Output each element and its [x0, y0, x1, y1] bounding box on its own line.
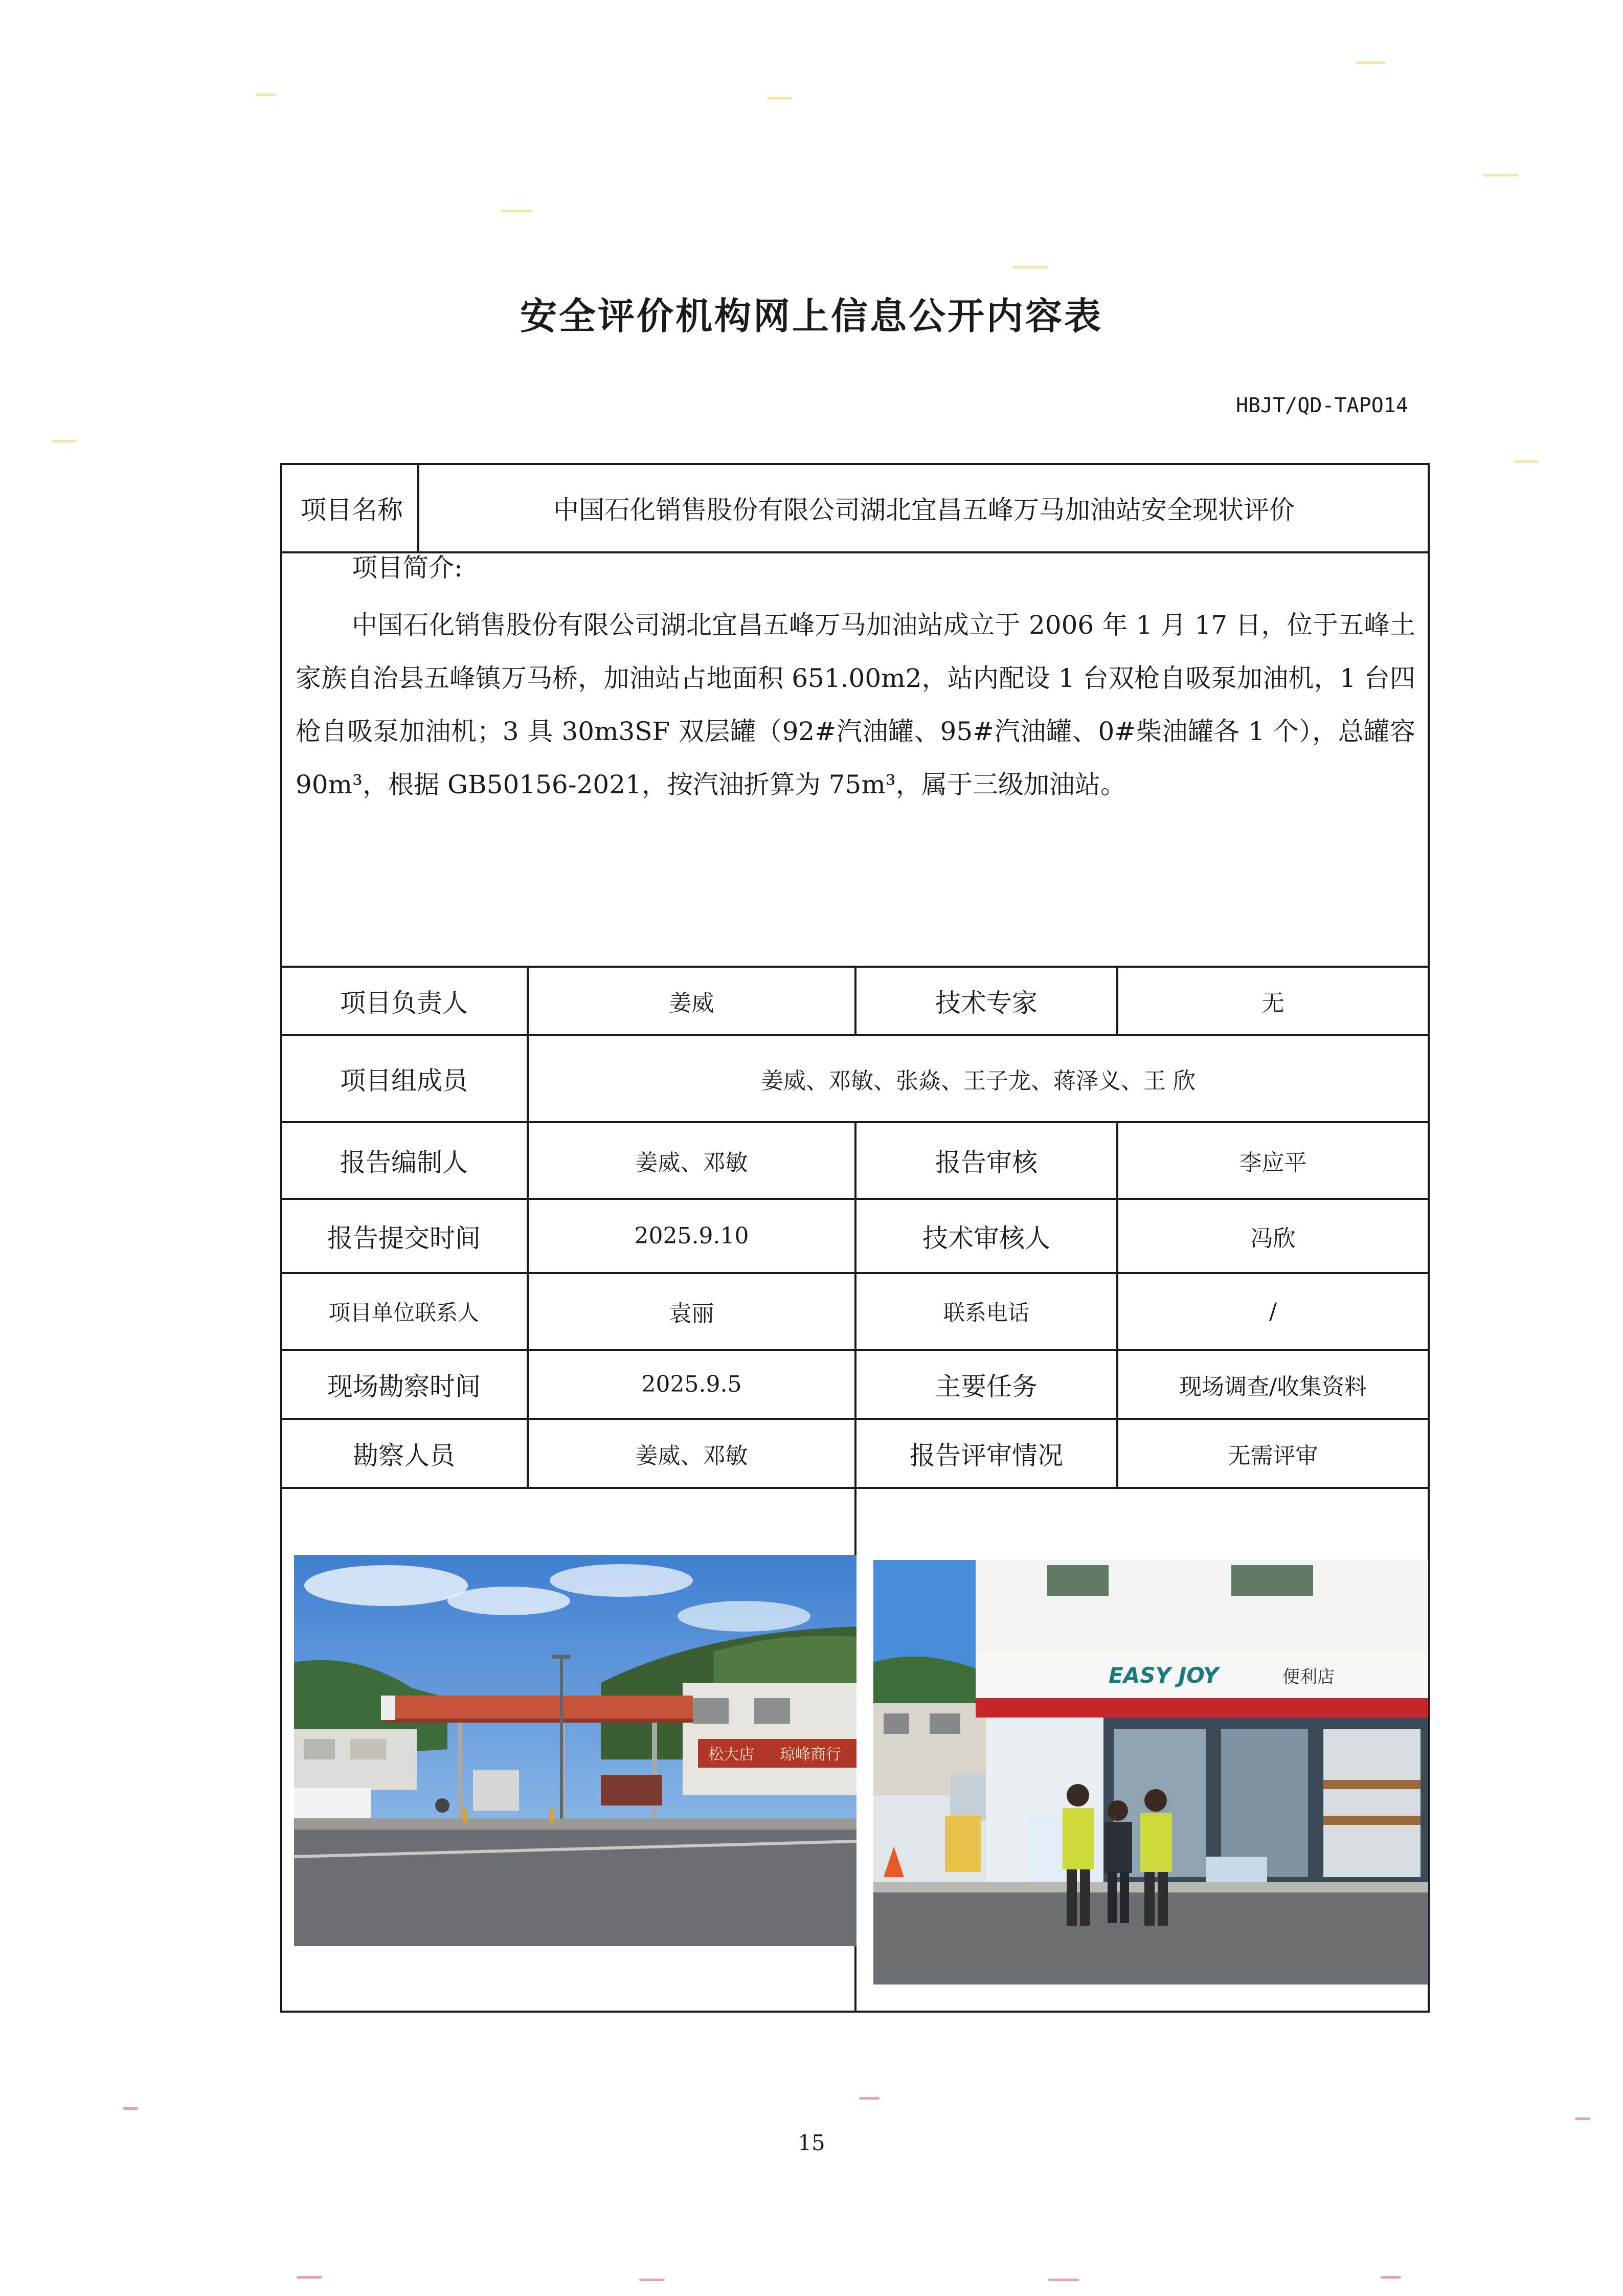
submit-date-value: 2025.9.10 — [634, 1223, 749, 1249]
convenience-store-photo — [873, 1560, 1428, 1985]
document-code: HBJT/QD-TAPO14 — [1235, 394, 1408, 417]
scan-speck — [859, 2097, 880, 2100]
scan-speck — [501, 210, 532, 212]
scan-speck — [1012, 266, 1048, 269]
unit-contact-label: 项目单位联系人 — [328, 1300, 479, 1325]
tech-reviewer-label: 技术审核人 — [922, 1223, 1050, 1253]
project-name-label: 项目名称 — [301, 495, 403, 525]
survey-staff-value: 姜威、邓敏 — [635, 1442, 748, 1469]
scan-speck — [639, 2279, 665, 2281]
report-author-label: 报告编制人 — [340, 1148, 468, 1177]
info-form-table — [280, 463, 1430, 2013]
scan-speck — [1355, 61, 1386, 64]
main-task-label: 主要任务 — [935, 1371, 1038, 1401]
scan-speck — [123, 2107, 138, 2110]
scan-speck — [1575, 2117, 1590, 2120]
scan-speck — [256, 94, 276, 96]
scan-speck — [51, 440, 77, 442]
survey-date-label: 现场勘察时间 — [327, 1371, 481, 1401]
scan-speck — [297, 2276, 322, 2279]
report-author-value: 姜威、邓敏 — [635, 1150, 748, 1176]
scan-speck — [1483, 174, 1519, 176]
document-title: 安全评价机构网上信息公开内容表 — [520, 294, 1103, 338]
main-task-value: 现场调查/收集资料 — [1179, 1373, 1367, 1400]
tech-reviewer-value: 冯欣 — [1250, 1225, 1296, 1252]
page-number: 15 — [798, 2130, 825, 2155]
team-members-value: 姜威、邓敏、张焱、王子龙、蒋泽义、王 欣 — [761, 1068, 1196, 1094]
gas-station-photo — [294, 1555, 856, 1946]
scan-speck — [1381, 2276, 1401, 2279]
project-leader-label: 项目负责人 — [340, 988, 468, 1018]
photo-sign-text: 松大店 — [708, 1746, 754, 1764]
project-intro-text: 中国石化销售股份有限公司湖北宜昌五峰万马加油站成立于 2006 年 1 月 17 日，位于五峰土家族自治县五峰镇万马桥，加油站占地面积 651.00m2，站内配设 1 台双枪自吸泵加油机，1 台四枪自吸泵加油机；3 具 30m3SF 双层罐（92#汽油罐、95#汽油罐、0#柴油罐各 1 个），总罐容 90m³，根据 GB50156-2021，按汽油折算为 75m³，属于三级加油站。 — [296, 610, 1415, 799]
scan-speck — [1514, 460, 1539, 463]
tech-expert-label: 技术专家 — [935, 988, 1038, 1018]
photo-shop-text: 琼峰商行 — [780, 1746, 841, 1764]
submit-date-label: 报告提交时间 — [327, 1223, 481, 1253]
scan-speck — [767, 97, 793, 100]
store-brand-text: EASY JOY — [1109, 1663, 1219, 1688]
tech-expert-value: 无 — [1261, 990, 1284, 1016]
project-name-value: 中国石化销售股份有限公司湖北宜昌五峰万马加油站安全现状评价 — [553, 495, 1295, 525]
project-leader-value: 姜威 — [669, 990, 714, 1016]
project-intro-label: 项目简介: — [352, 553, 463, 583]
survey-date-value: 2025.9.5 — [641, 1371, 742, 1397]
contact-phone-label: 联系电话 — [943, 1300, 1029, 1325]
review-status-value: 无需评审 — [1228, 1442, 1318, 1469]
survey-staff-label: 勘察人员 — [353, 1440, 455, 1470]
contact-phone-value: / — [1269, 1298, 1277, 1325]
team-members-label: 项目组成员 — [340, 1066, 468, 1096]
unit-contact-value: 袁丽 — [669, 1301, 714, 1327]
store-name-text: 便利店 — [1282, 1667, 1335, 1687]
scan-speck — [1048, 2279, 1079, 2281]
review-status-label: 报告评审情况 — [910, 1440, 1063, 1470]
report-review-label: 报告审核 — [935, 1148, 1038, 1177]
report-review-value: 李应平 — [1239, 1150, 1307, 1176]
